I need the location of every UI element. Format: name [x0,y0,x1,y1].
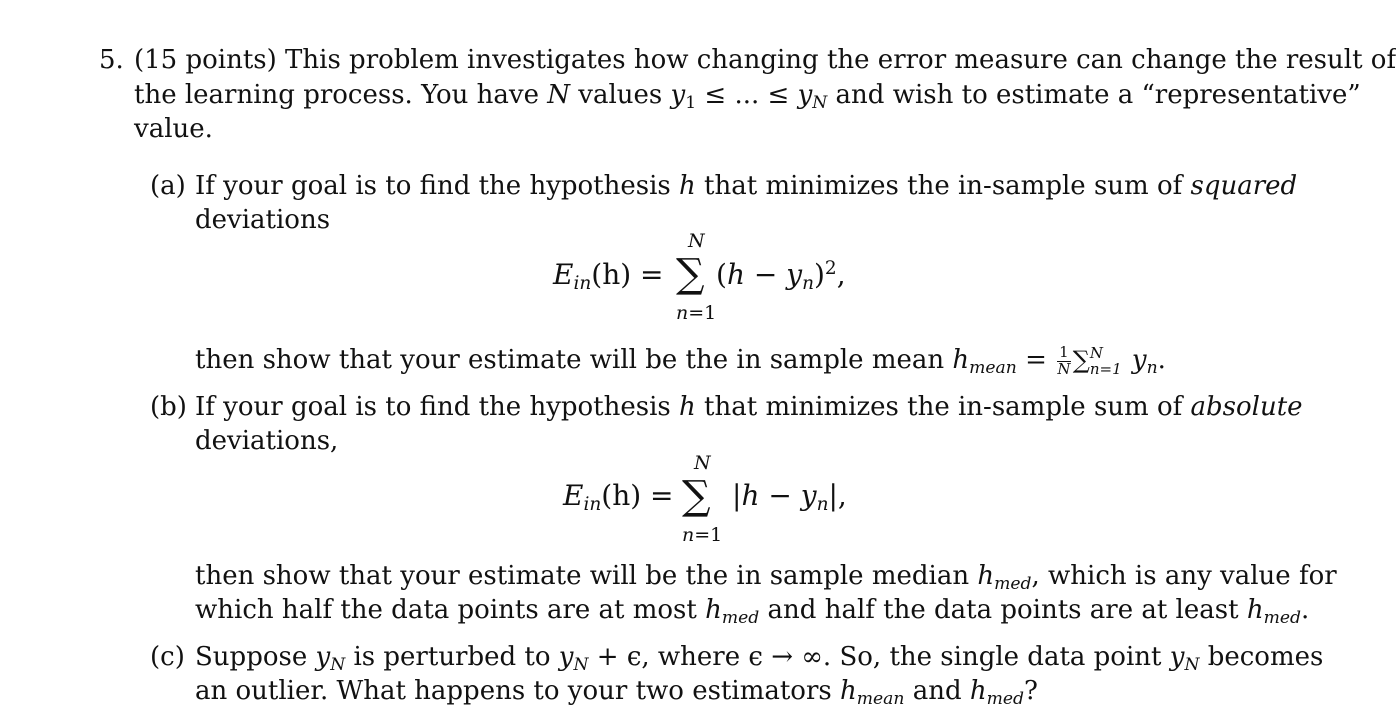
part-b-line-2: deviations, [195,426,339,456]
problem-intro-line-1: (15 points) This problem investigates how changing the error measure can change the result of [134,45,1396,75]
part-a-line-2: deviations [195,205,331,235]
equation-b-sigma: ∑ [682,473,711,519]
equation-a-body: $(h - y_n)^2$, [716,257,846,295]
equation-a-lhs: $E_{in}(h)$ = [553,258,664,295]
part-b-line-1: If your goal is to find the hypothesis h that minimizes the in-sample sum of absolute [195,392,1303,422]
part-b-line-4: which half the data points are at most $h_{med}$ and half the data points are at least $h_{med}$. [195,595,1310,628]
part-b-label: (b) [150,392,187,422]
equation-b-body: $|h - y_n|$, [732,479,847,516]
part-c-line-1: Suppose $y_N$ is perturbed to $y_N + \epsilon$, where ϵ → ∞. So, the single data point $y_N$ becomes [195,642,1324,675]
equation-b-lower-limit: n=1 [682,524,723,546]
equation-b-lhs: $E_{in}(h)$ = [563,479,674,516]
problem-intro-line-3: value. [134,114,213,144]
part-a-line-3: then show that your estimate will be the in sample mean $h_{mean}$ = $\frac{1}{N}$ ∑ N n=1 $y_n$. [195,342,1166,378]
part-b-line-3: then show that your estimate will be the in sample median $h_{med}$, which is any value for [195,561,1337,594]
part-c-label: (c) [150,642,185,672]
equation-a-upper-limit: N [688,230,705,252]
part-c-line-2: an outlier. What happens to your two estimators $h_{mean}$ and $h_{med}$? [195,676,1038,709]
equation-a-lower-limit: n=1 [676,302,717,324]
problem-intro-line-2: the learning process. You have N values $y_1$ ≤ ... ≤ $y_N$ and wish to estimate a “representative” [134,80,1361,113]
equation-b-upper-limit: N [694,452,711,474]
part-a-label: (a) [150,171,186,201]
problem-number: 5. [99,45,124,75]
equation-a-sigma: ∑ [676,251,705,297]
fraction-one-over-n: $\frac{1}{N}$ [1057,342,1071,378]
part-a-line-1: If your goal is to find the hypothesis h that minimizes the in-sample sum of squared [195,171,1298,201]
